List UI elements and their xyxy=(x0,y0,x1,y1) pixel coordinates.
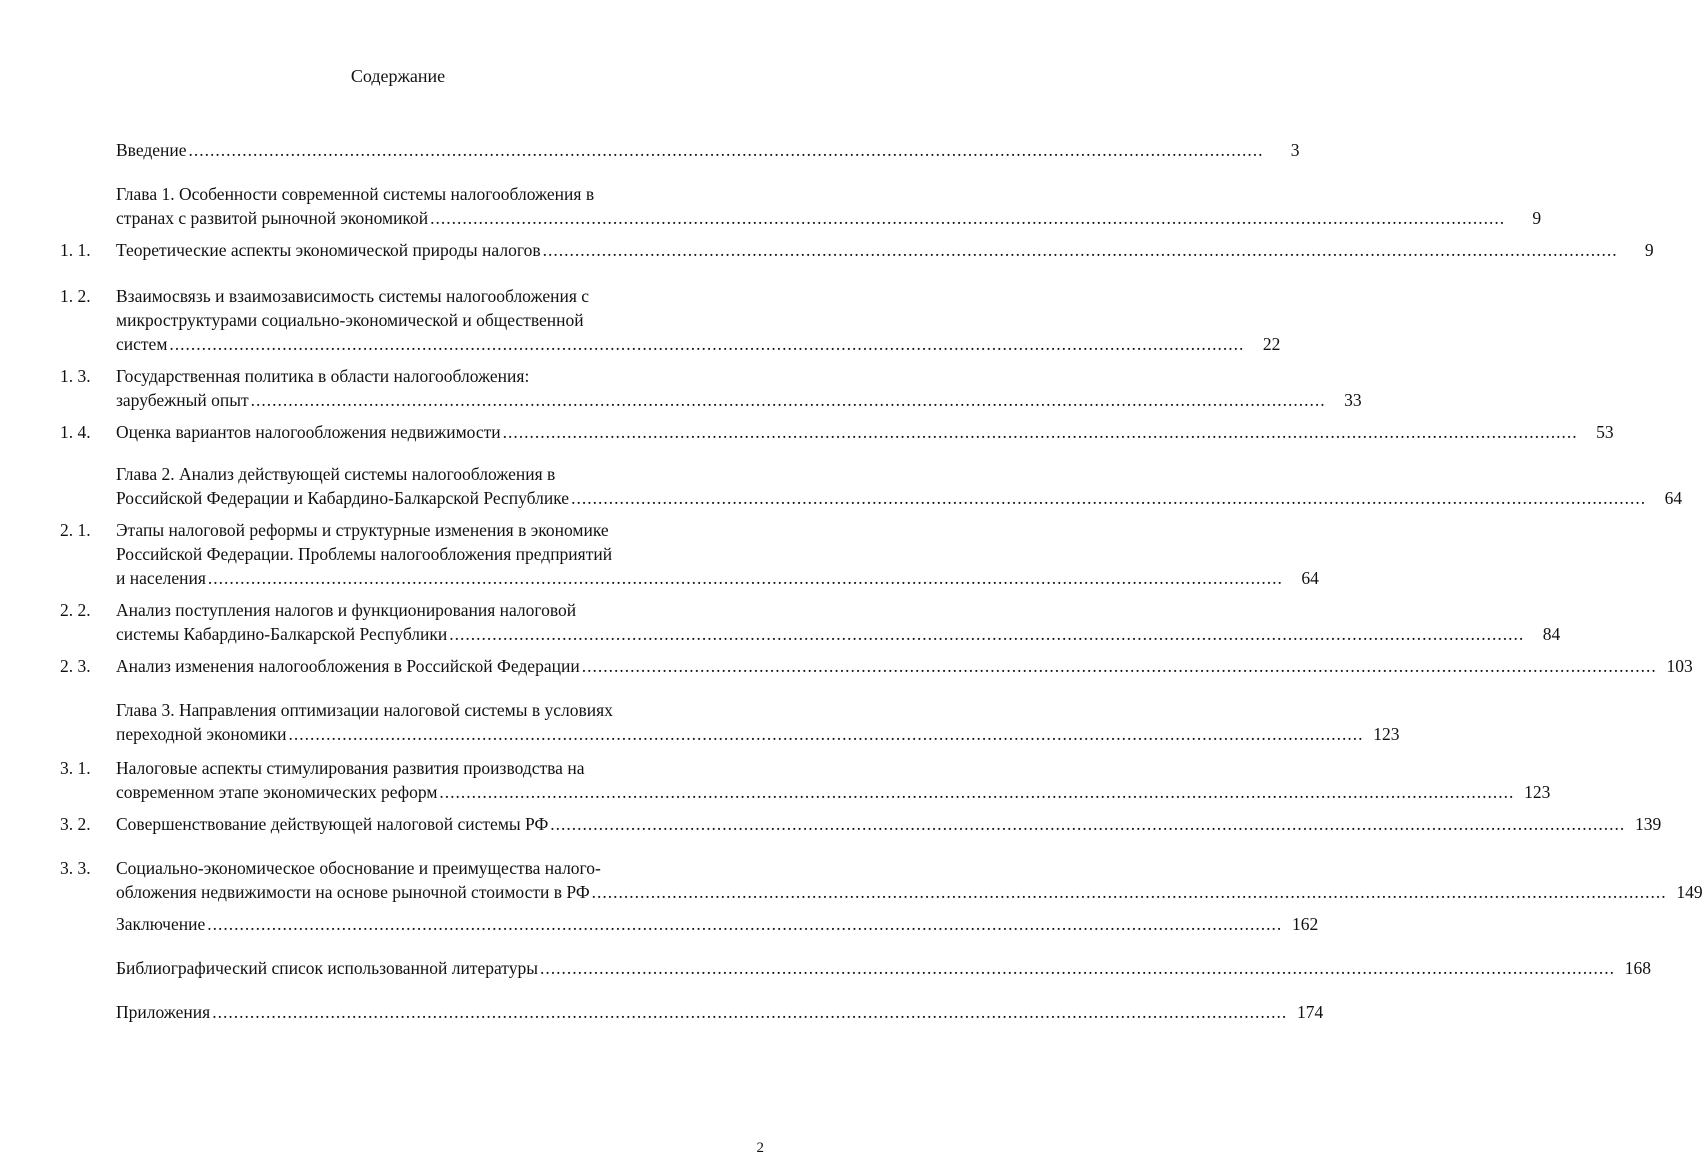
toc-entry-title: странах с развитой рыночной экономикой xyxy=(116,208,429,228)
toc-entry-text xyxy=(116,182,1542,230)
page-title: Содержание xyxy=(350,66,446,86)
toc-entry-page: 64 xyxy=(1664,488,1683,508)
toc-entry-text xyxy=(116,956,1651,980)
toc-entry-title: зарубежный опыт xyxy=(116,390,249,410)
dot-leader: ........................................................................................................................................................................................................ xyxy=(591,882,1667,902)
toc-entry-last-line xyxy=(116,880,1703,904)
toc-entry-text xyxy=(116,284,1281,356)
toc-entry-text xyxy=(116,1000,1324,1024)
toc-entry-last-line xyxy=(116,780,1551,804)
toc-entry-page: 149 xyxy=(1676,882,1703,902)
toc-entry-number: 1. 4. xyxy=(60,422,91,442)
toc-entry-last-line xyxy=(116,206,1542,230)
toc-entry-page: 168 xyxy=(1624,958,1651,978)
toc-entry-title: Теоретические аспекты экономической природы налогов xyxy=(116,240,541,260)
toc-entry-page: 123 xyxy=(1524,782,1551,802)
toc-entry-page: 84 xyxy=(1542,624,1561,644)
toc-entry-page: 123 xyxy=(1373,724,1400,744)
toc-entry-title: Анализ изменения налогообложения в Российской Федерации xyxy=(116,656,580,676)
toc-entry-page: 139 xyxy=(1635,814,1662,834)
toc-entry-last-line xyxy=(116,812,1662,836)
toc-entry-text xyxy=(116,238,1654,262)
toc-entry-line: Социально-экономическое обоснование и преимущества налого- xyxy=(116,858,601,878)
toc-entry-title: систем xyxy=(116,334,168,354)
toc-entry-text xyxy=(116,756,1551,804)
toc-entry-last-line xyxy=(116,332,1281,356)
toc-entry-number: 1. 1. xyxy=(60,240,91,260)
toc-entry-last-line xyxy=(116,388,1362,412)
toc-entry-page: 9 xyxy=(1644,240,1654,260)
toc-entry-text xyxy=(116,462,1683,510)
toc-entry-title: Приложения xyxy=(116,1002,211,1022)
toc-entry-page: 3 xyxy=(1290,140,1300,160)
dot-leader: ........................................................................................................................................................................................................ xyxy=(542,240,1618,260)
toc-entry-text xyxy=(116,420,1614,444)
dot-leader: ........................................................................................................................................................................................................ xyxy=(430,208,1506,228)
toc-entry-number: 2. 1. xyxy=(60,520,91,540)
toc-entry-title: системы Кабардино-Балкарской Республики xyxy=(116,624,448,644)
toc-entry-number: 3. 1. xyxy=(60,758,91,778)
toc-entry-line: Анализ поступления налогов и функционирования налоговой xyxy=(116,600,577,620)
toc-entry-text xyxy=(116,364,1362,412)
toc-entry-last-line xyxy=(116,722,1400,746)
toc-entry-last-line xyxy=(116,912,1319,936)
toc-entry-number: 3. 2. xyxy=(60,814,91,834)
toc-entry-last-line xyxy=(116,1000,1324,1024)
dot-leader: ........................................................................................................................................................................................................ xyxy=(288,724,1364,744)
toc-entry-title: Российской Федерации и Кабардино-Балкарской Республике xyxy=(116,488,570,508)
toc-entry-page: 9 xyxy=(1532,208,1542,228)
page-number: 2 xyxy=(756,1140,764,1156)
toc-entry-line: Российской Федерации. Проблемы налогообложения предприятий xyxy=(116,544,613,564)
toc-entry-line: Этапы налоговой реформы и структурные изменения в экономике xyxy=(116,520,609,540)
toc-entry-text xyxy=(116,812,1662,836)
dot-leader: ........................................................................................................................................................................................................ xyxy=(212,1002,1288,1022)
dot-leader: ........................................................................................................................................................................................................ xyxy=(571,488,1647,508)
toc-entry-text xyxy=(116,698,1400,746)
toc-entry-line: Взаимосвязь и взаимозависимость системы налогообложения с xyxy=(116,286,590,306)
toc-entry-page: 53 xyxy=(1596,422,1614,442)
toc-entry-page: 162 xyxy=(1292,914,1319,934)
toc-entry-last-line xyxy=(116,486,1683,510)
toc-entry-text xyxy=(116,518,1319,590)
toc-entry-last-line xyxy=(116,566,1319,590)
toc-entry-title: и населения xyxy=(116,568,206,588)
toc-entry-line: Глава 3. Направления оптимизации налоговой системы в условиях xyxy=(116,700,613,720)
dot-leader: ........................................................................................................................................................................................................ xyxy=(449,624,1525,644)
dot-leader: ........................................................................................................................................................................................................ xyxy=(188,140,1264,160)
toc-entry-last-line xyxy=(116,238,1654,262)
toc-entry-text xyxy=(116,856,1703,904)
toc-entry-line: Глава 2. Анализ действующей системы налогообложения в xyxy=(116,464,556,484)
toc-entry-title: Заключение xyxy=(116,914,206,934)
toc-entry-last-line xyxy=(116,956,1651,980)
dot-leader: ........................................................................................................................................................................................................ xyxy=(439,782,1515,802)
toc-entry-line: Глава 1. Особенности современной системы налогообложения в xyxy=(116,184,595,204)
toc-entry-title: Оценка вариантов налогообложения недвижимости xyxy=(116,422,501,442)
toc-entry-page: 22 xyxy=(1262,334,1281,354)
toc-entry-line: микроструктурами социально-экономической и общественной xyxy=(116,310,584,330)
toc-entry-number: 1. 3. xyxy=(60,366,91,386)
toc-entry-text xyxy=(116,138,1300,162)
toc-entry-text xyxy=(116,912,1319,936)
dot-leader: ........................................................................................................................................................................................................ xyxy=(539,958,1615,978)
toc-entry-last-line xyxy=(116,420,1614,444)
toc-entry-number: 1. 2. xyxy=(60,286,91,306)
toc-entry-number: 2. 3. xyxy=(60,656,91,676)
toc-entry-line: Налоговые аспекты стимулирования развития производства на xyxy=(116,758,585,778)
toc-entry-line: Государственная политика в области налогообложения: xyxy=(116,366,530,386)
toc-entry-last-line xyxy=(116,138,1300,162)
toc-entry-page: 103 xyxy=(1666,656,1693,676)
toc-entry-last-line xyxy=(116,654,1693,678)
dot-leader: ........................................................................................................................................................................................................ xyxy=(581,656,1657,676)
dot-leader: ........................................................................................................................................................................................................ xyxy=(169,334,1245,354)
toc-entry-title: Введение xyxy=(116,140,187,160)
toc-entry-text xyxy=(116,598,1561,646)
toc-entry-text xyxy=(116,654,1693,678)
toc-entry-title: современном этапе экономических реформ xyxy=(116,782,438,802)
toc-entry-number: 3. 3. xyxy=(60,858,91,878)
toc-entry-page: 33 xyxy=(1344,390,1362,410)
toc-entry-title: Библиографический список использованной литературы xyxy=(116,958,538,978)
dot-leader: ........................................................................................................................................................................................................ xyxy=(502,422,1578,442)
toc-entry-title: обложения недвижимости на основе рыночной стоимости в РФ xyxy=(116,882,590,902)
toc-entry-title: переходной экономики xyxy=(116,724,287,744)
dot-leader: ........................................................................................................................................................................................................ xyxy=(250,390,1326,410)
toc-entry-number: 2. 2. xyxy=(60,600,91,620)
dot-leader: ........................................................................................................................................................................................................ xyxy=(207,914,1283,934)
dot-leader: ........................................................................................................................................................................................................ xyxy=(550,814,1626,834)
dot-leader: ........................................................................................................................................................................................................ xyxy=(207,568,1283,588)
toc-entry-title: Совершенствование действующей налоговой системы РФ xyxy=(116,814,549,834)
toc-entry-page: 174 xyxy=(1296,1002,1324,1022)
toc-entry-page: 64 xyxy=(1301,568,1319,588)
toc-entry-last-line xyxy=(116,622,1561,646)
